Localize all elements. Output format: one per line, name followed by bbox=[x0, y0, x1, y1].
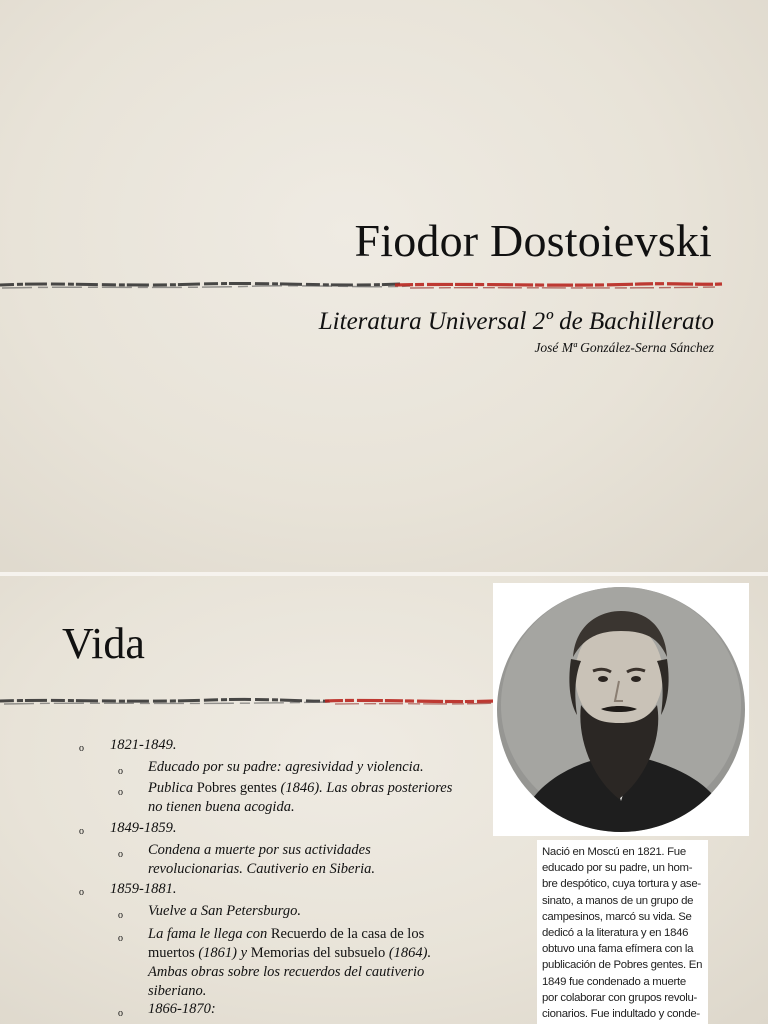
bullet-text: La fama le llega con bbox=[148, 926, 271, 942]
bullet-text: no tienen buena acogida. bbox=[148, 799, 295, 815]
bullet-period-3: 1859-1881. bbox=[110, 881, 177, 897]
bullet-text: Condena a muerte por sus actividades bbox=[148, 842, 371, 858]
vida-slide bbox=[0, 576, 768, 1024]
bullet-item: 1866-1870: bbox=[148, 1001, 216, 1017]
bullet-item bbox=[148, 925, 431, 1001]
brush-stroke-divider bbox=[0, 276, 730, 296]
book-title: Pobres gentes bbox=[196, 780, 277, 796]
bullet-item: Vuelve a San Petersburgo. bbox=[148, 903, 302, 919]
biography-caption bbox=[537, 840, 708, 1024]
bullet-marker: o bbox=[79, 826, 84, 837]
slide-heading: Vida bbox=[62, 619, 145, 668]
bullet-period-1: 1821-1849. bbox=[110, 737, 177, 753]
caption-line: dedicó a la literatura y en 1846 bbox=[542, 927, 689, 940]
bullet-text: siberiano. bbox=[148, 983, 207, 999]
caption-line: sinato, a manos de un grupo de bbox=[542, 894, 694, 907]
caption-line: obtuvo una fama efímera con la bbox=[542, 943, 694, 956]
book-title: Recuerdo de la casa de los bbox=[270, 926, 425, 942]
caption-line: publicación de Pobres gentes. En bbox=[542, 959, 703, 972]
bullet-item bbox=[148, 779, 452, 817]
slide-subtitle: Literatura Universal 2º de Bachillerato bbox=[318, 308, 714, 335]
bullet-marker: o bbox=[118, 933, 123, 944]
bullet-text: Ambas obras sobre los recuerdos del cautiverio bbox=[148, 964, 425, 980]
book-title: Memorias del subsuelo bbox=[250, 945, 386, 961]
bullet-marker: o bbox=[118, 766, 123, 777]
bullet-text: revolucionarias. Cautiverio en Siberia. bbox=[148, 861, 376, 877]
bullet-marker: o bbox=[79, 743, 84, 754]
caption-line: educado por su padre, un hom- bbox=[542, 862, 693, 875]
bullet-marker: o bbox=[79, 887, 84, 898]
bullet-item bbox=[148, 841, 375, 879]
caption-line: Nació en Moscú en 1821. Fue bbox=[542, 846, 686, 858]
brush-stroke-divider bbox=[0, 692, 500, 712]
caption-line: cionarios. Fue indultado y conde- bbox=[542, 1008, 700, 1021]
slide-title: Fiodor Dostoievski bbox=[354, 215, 712, 266]
bullet-marker: o bbox=[118, 849, 123, 860]
bullet-item: Educado por su padre: agresividad y violencia. bbox=[148, 759, 424, 775]
bullet-text: (1864). bbox=[385, 945, 432, 961]
bullet-text: Publica bbox=[148, 780, 197, 796]
portrait-illustration bbox=[497, 587, 745, 832]
bullet-text: (1846). Las obras posteriores bbox=[276, 780, 453, 796]
caption-line: campesinos, marcó su vida. Se bbox=[542, 910, 692, 923]
bullet-marker: o bbox=[118, 787, 123, 798]
bullet-text: (1861) y bbox=[194, 945, 251, 961]
bullet-marker: o bbox=[118, 1008, 123, 1019]
caption-line: por colaborar con grupos revolu- bbox=[542, 991, 698, 1004]
bullet-marker: o bbox=[118, 910, 123, 921]
book-title: muertos bbox=[148, 945, 195, 961]
author-name: José Mª González-Serna Sánchez bbox=[534, 340, 714, 355]
portrait-photo bbox=[493, 583, 749, 836]
caption-line: 1849 fue condenado a muerte bbox=[542, 975, 686, 988]
bullet-period-2: 1849-1859. bbox=[110, 820, 177, 836]
caption-line: bre despótico, cuya tortura y ase- bbox=[542, 878, 701, 891]
portrait-circle bbox=[497, 587, 745, 832]
